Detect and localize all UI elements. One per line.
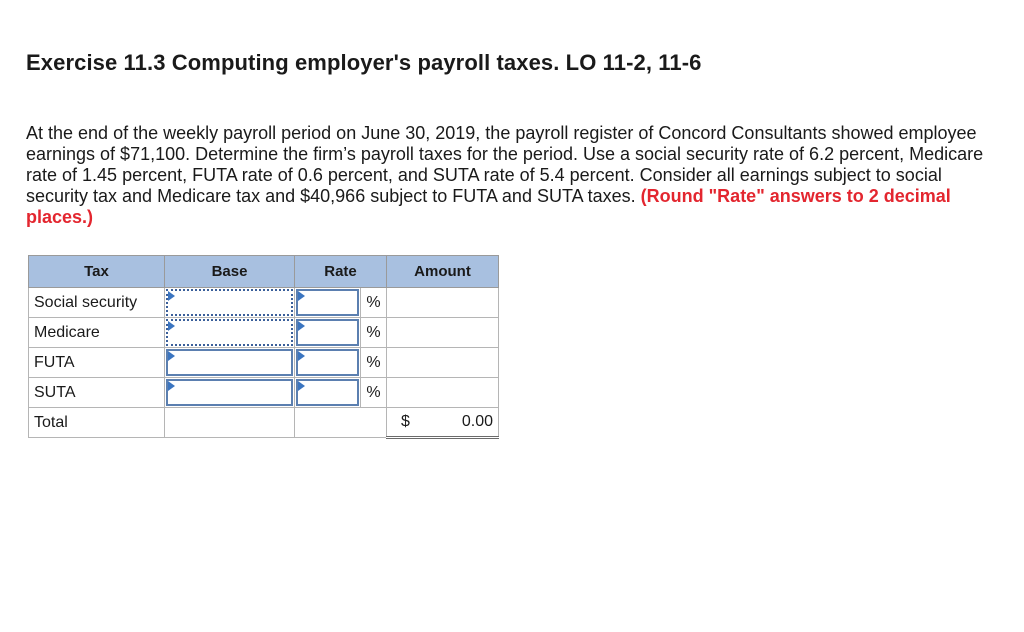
header-amount: Amount — [387, 256, 499, 288]
input-marker-icon — [168, 351, 175, 361]
row-label: Medicare — [29, 318, 165, 348]
input-marker-icon — [298, 321, 305, 331]
currency-symbol: $ — [401, 413, 410, 430]
table-row-social-security — [29, 288, 499, 318]
rounding-instruction: (Round "Rate" answers to 2 decimal places.) — [26, 186, 951, 227]
base-cell — [165, 318, 295, 348]
social-security-amount — [387, 288, 499, 318]
medicare-amount — [387, 318, 499, 348]
header-rate: Rate — [295, 256, 387, 288]
table-row-medicare — [29, 318, 499, 348]
suta-base-input[interactable] — [166, 379, 293, 406]
rate-cell — [295, 318, 361, 348]
base-cell — [165, 348, 295, 378]
base-cell — [165, 378, 295, 408]
exercise-title: Exercise 11.3 Computing employer's payroll taxes. LO 11-2, 11-6 — [26, 50, 702, 75]
prompt-text: At the end of the weekly payroll period on June 30, 2019, the payroll register of Concord Consultants showed employee earnings of $71,100. Determine the firm’s payroll taxes for the period. Use a social security rate of 6.2 percent, Medicare rate of 1.45 percent, FUTA rate of 0.6 percent, and SUTA rate of 5.4 percent. Consider all earnings subject to social security tax and Medicare tax and $40,966 subject to FUTA and SUTA taxes. — [26, 123, 984, 206]
row-label: Total — [29, 408, 165, 438]
percent-sign: % — [361, 348, 387, 378]
social-security-base-input[interactable] — [166, 289, 293, 316]
social-security-rate-input[interactable] — [296, 289, 359, 316]
input-marker-icon — [298, 351, 305, 361]
base-cell — [165, 288, 295, 318]
header-tax: Tax — [29, 256, 165, 288]
row-label: Social security — [29, 288, 165, 318]
total-rate-cell — [295, 408, 387, 438]
suta-rate-input[interactable] — [296, 379, 359, 406]
futa-amount — [387, 348, 499, 378]
futa-rate-input[interactable] — [296, 349, 359, 376]
header-base: Base — [165, 256, 295, 288]
rate-cell — [295, 378, 361, 408]
input-marker-icon — [298, 291, 305, 301]
total-amount-cell — [387, 408, 499, 438]
input-marker-icon — [298, 381, 305, 391]
medicare-rate-input[interactable] — [296, 319, 359, 346]
row-label: SUTA — [29, 378, 165, 408]
rate-cell — [295, 288, 361, 318]
exercise-prompt — [26, 123, 1001, 228]
row-label: FUTA — [29, 348, 165, 378]
payroll-tax-table — [28, 255, 499, 439]
table-row-suta — [29, 378, 499, 408]
percent-sign: % — [361, 318, 387, 348]
rate-cell — [295, 348, 361, 378]
total-amount-value: 0.00 — [461, 413, 493, 430]
table-header-row — [29, 256, 499, 288]
medicare-base-input[interactable] — [166, 319, 293, 346]
table-row-total — [29, 408, 499, 438]
input-marker-icon — [168, 381, 175, 391]
total-base-cell — [165, 408, 295, 438]
futa-base-input[interactable] — [166, 349, 293, 376]
table-row-futa — [29, 348, 499, 378]
suta-amount — [387, 378, 499, 408]
percent-sign: % — [361, 288, 387, 318]
percent-sign: % — [361, 378, 387, 408]
input-marker-icon — [168, 291, 175, 301]
input-marker-icon — [168, 321, 175, 331]
